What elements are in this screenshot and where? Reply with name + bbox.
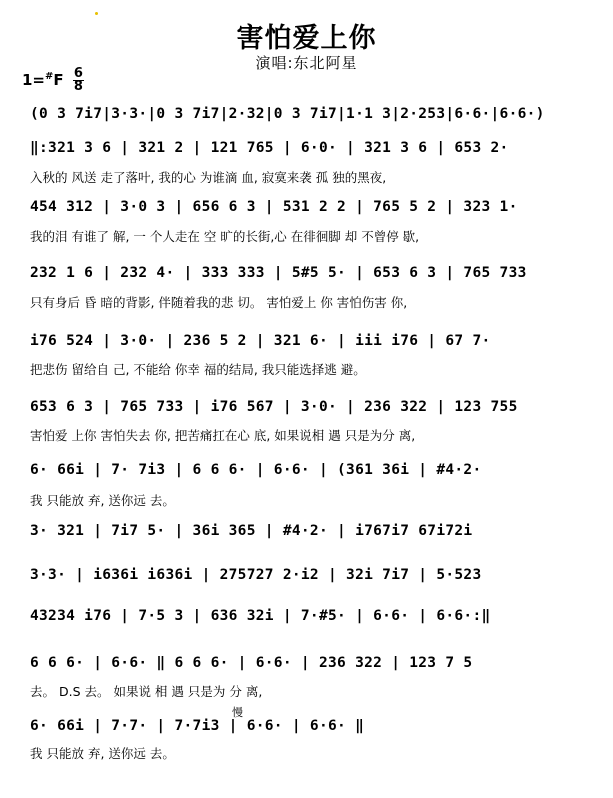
lyric-line-7: 我 只能放 弃, 送你远 去。: [30, 493, 175, 508]
singer-credit: 演唱:东北阿星: [255, 54, 358, 72]
key-note: F: [53, 71, 64, 89]
time-signature: [73, 68, 84, 93]
score-line-4: 232 1 6 | 232 4· | 333 333 | 5#5 5· | 653 6 3 | 765 733: [30, 265, 527, 281]
score-line-11: 6 6 6· | 6·6· ‖ 6 6 6· | 6·6· | 236 322 | 123 7 5: [30, 655, 473, 671]
lyric-line-4: 只有身后 昏 暗的背影, 伴随着我的悲 切。 害怕爱上 你 害怕伤害 你,: [30, 295, 408, 310]
score-line-9: 3·3· | i636i i636i | 275727 2·i2 | 32i 7i7 | 5·523: [30, 567, 482, 583]
lyric-line-2: 入秋的 风送 走了落叶, 我的心 为谁滴 血, 寂寞来袭 孤 独的黑夜,: [30, 170, 387, 185]
tempo-mark: 慢: [232, 706, 243, 719]
song-title: 害怕爱上你: [236, 23, 377, 54]
sharp-sign: #: [45, 71, 54, 82]
time-denominator: 8: [73, 79, 83, 94]
lyric-line-12: 我 只能放 弃, 送你远 去。: [30, 746, 175, 761]
key-prefix: 1=: [22, 71, 46, 89]
score-line-8: 3· 321 | 7i7 5· | 36i 365 | #4·2· | i767i7 67i72i: [30, 523, 473, 539]
time-numerator: 6: [73, 66, 83, 81]
score-line-5: i76 524 | 3·0· | 236 5 2 | 321 6· | iii i76 | 67 7·: [30, 333, 491, 349]
lyric-line-6: 害怕爱 上你 害怕失去 你, 把苦痛扛在心 底, 如果说相 遇 只是为分 离,: [30, 428, 416, 443]
ink-dot: [95, 12, 98, 15]
score-line-12: 6· 66i | 7·7· | 7·7i3 | 6·6· | 6·6· ‖: [30, 718, 365, 734]
score-line-6: 653 6 3 | 765 733 | i76 567 | 3·0· | 236 322 | 123 755: [30, 399, 518, 415]
score-line-10: 43234 i76 | 7·5 3 | 636 32i | 7·#5· | 6·6· | 6·6·:‖: [30, 608, 491, 624]
score-line-3: 454 312 | 3·0 3 | 656 6 3 | 531 2 2 | 765 5 2 | 323 1·: [30, 199, 518, 215]
lyric-line-5: 把悲伤 留给自 己, 不能给 你幸 福的结局, 我只能选择逃 避。: [30, 362, 366, 377]
score-line-7: 6· 66i | 7· 7i3 | 6 6 6· | 6·6· | (361 36i | #4·2·: [30, 462, 482, 478]
lyric-line-3: 我的泪 有谁了 解, 一 个人走在 空 旷的长街,心 在徘徊脚 却 不曾停 歇,: [30, 229, 420, 244]
score-line-2: ‖:321 3 6 | 321 2 | 121 765 | 6·0· | 321 3 6 | 653 2·: [30, 140, 509, 156]
key-signature: [22, 68, 84, 93]
score-line-1: (0 3 7i7|3·3·|0 3 7i7|2·32|0 3 7i7|1·1 3|2·253|6·6·|6·6·): [30, 106, 545, 122]
lyric-line-11: 去。 D.S 去。 如果说 相 遇 只是为 分 离,: [30, 684, 263, 699]
